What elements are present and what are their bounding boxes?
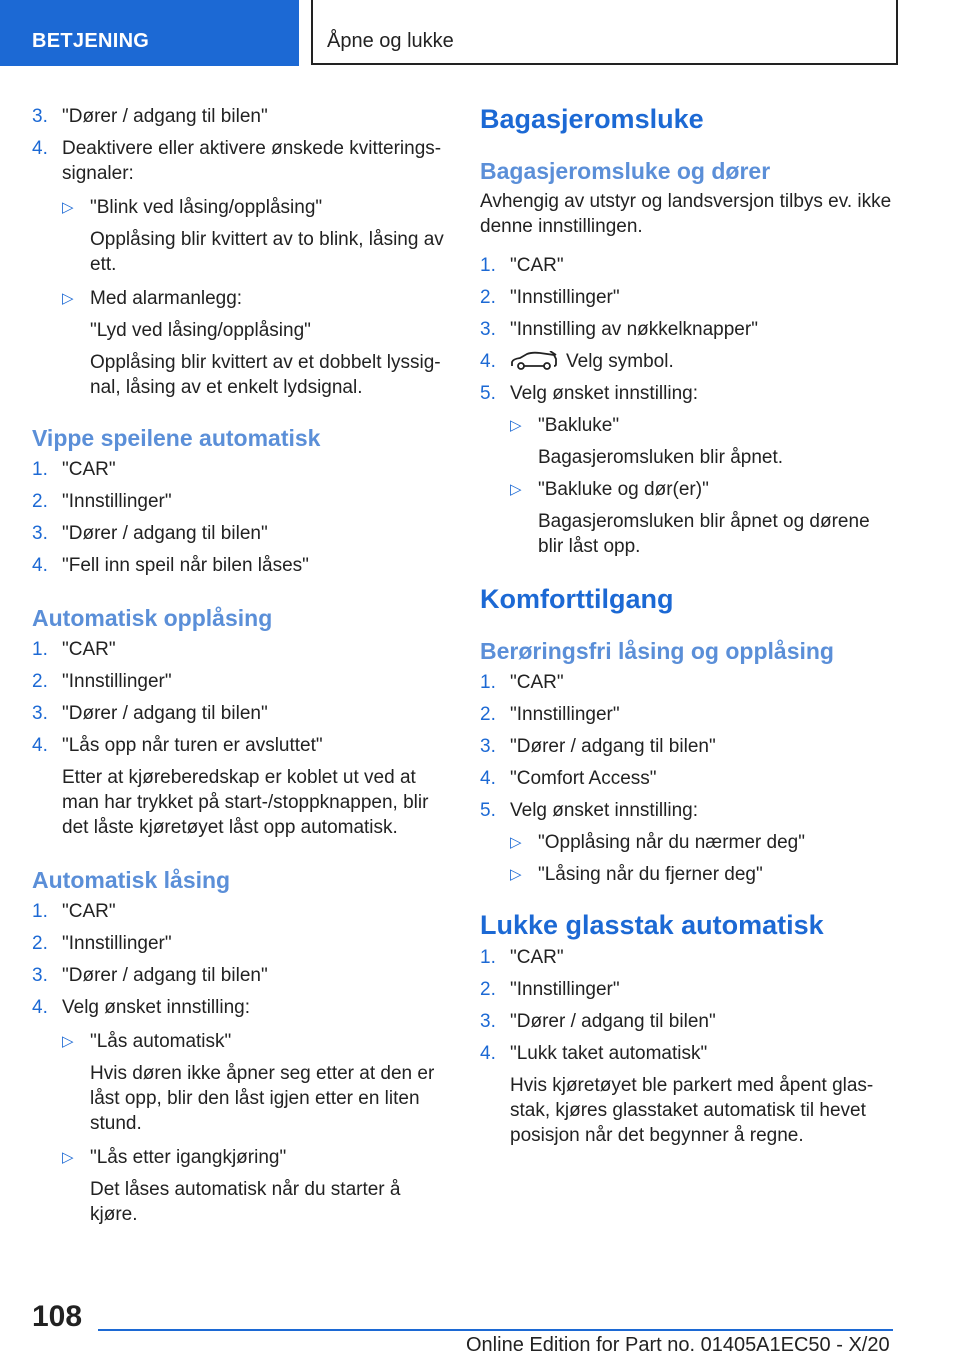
list-item: 2. "Innstillinger" xyxy=(32,491,172,512)
bullet-text: Det låses automatisk når du starter å xyxy=(90,1179,401,1200)
section-heading: Komforttilgang xyxy=(480,584,674,614)
bullet-text: nal, låsing av et enkelt lydsignal. xyxy=(90,377,363,398)
section-comfort-access xyxy=(480,581,910,887)
section-heading: Bagasjeromsluke xyxy=(480,104,704,134)
section-auto-unlock xyxy=(32,602,447,840)
chapter-title: Åpne og lukke xyxy=(327,30,454,52)
chapter-tab xyxy=(311,0,898,65)
triangle-bullet-icon: ▷ xyxy=(62,199,74,216)
list-item: 3. "Dører / adgang til bilen" xyxy=(480,1011,716,1032)
section-mirror xyxy=(32,422,447,578)
list-item: 3. "Dører / adgang til bilen" xyxy=(32,523,268,544)
paragraph: Avhengig av utstyr og landsversjon tilbys ev. ikke xyxy=(480,191,892,212)
list-item: 4. Velg symbol. xyxy=(480,351,674,372)
bullet-item: ▷ "Låsing når du fjerner deg" xyxy=(510,864,763,885)
bullet-item: ▷ "Blink ved låsing/opplåsing" xyxy=(62,197,323,218)
section-sunroof xyxy=(480,907,910,1148)
bullet-text: "Lyd ved låsing/opplåsing" xyxy=(90,320,311,341)
list-item-description: posisjon når det begynner å regne. xyxy=(510,1125,804,1146)
subsection-heading: Bagasjeromsluke og dører xyxy=(480,158,771,184)
bullet-item: ▷ "Opplåsing når du nærmer deg" xyxy=(510,832,805,853)
list-item: 2. "Innstillinger" xyxy=(32,933,172,954)
list-item: 3. "Dører / adgang til bilen" xyxy=(32,106,268,127)
bullet-text: ett. xyxy=(90,254,117,275)
footer-divider xyxy=(98,1329,893,1331)
list-item: 4. "Lås opp når turen er avsluttet" xyxy=(32,735,323,756)
list-item: 1. "CAR" xyxy=(480,947,564,968)
section-label: BETJENING xyxy=(32,30,150,52)
section-heading: Automatisk opplåsing xyxy=(32,605,273,631)
bullet-text: Bagasjeromsluken blir åpnet og dørene xyxy=(538,511,870,532)
list-item: 5. Velg ønsket innstilling: xyxy=(480,383,698,404)
bullet-item: ▷ "Lås automatisk" xyxy=(62,1031,232,1052)
edition-footer: Online Edition for Part no. 01405A1EC50 - X/20 xyxy=(466,1334,890,1356)
list-item: 3. "Dører / adgang til bilen" xyxy=(480,736,716,757)
bullet-text: låst opp, blir den låst igjen etter en liten xyxy=(90,1088,420,1109)
bullet-text: kjøre. xyxy=(90,1204,138,1225)
list-item: 4. Deaktivere eller aktivere ønskede kvitterings- xyxy=(32,138,442,159)
bullet-text: Opplåsing blir kvittert av et dobbelt lyssig- xyxy=(90,352,441,373)
list-item: 2. "Innstillinger" xyxy=(480,704,620,725)
list-item-description: Etter at kjøreberedskap er koblet ut ved at xyxy=(62,767,416,788)
section-heading: Automatisk låsing xyxy=(32,867,231,893)
triangle-bullet-icon: ▷ xyxy=(62,1149,74,1166)
list-item: 3. "Dører / adgang til bilen" xyxy=(32,703,268,724)
list-item-description: stak, kjøres glasstaket automatisk til hevet xyxy=(510,1100,866,1121)
page-header xyxy=(0,0,960,66)
intro-list xyxy=(32,104,447,400)
bullet-text: Hvis døren ikke åpner seg etter at den er xyxy=(90,1063,435,1084)
bullet-item: ▷ "Bakluke" xyxy=(510,415,620,436)
list-item: 1. "CAR" xyxy=(480,672,564,693)
list-item: 3. "Innstilling av nøkkelknapper" xyxy=(480,319,758,340)
list-item: 4. "Fell inn speil når bilen låses" xyxy=(32,555,309,576)
triangle-bullet-icon: ▷ xyxy=(62,290,74,307)
bullet-text: blir låst opp. xyxy=(538,536,641,557)
bullet-item: ▷ Med alarmanlegg: xyxy=(62,288,243,309)
list-item: 3. "Dører / adgang til bilen" xyxy=(32,965,268,986)
list-item: 1. "CAR" xyxy=(32,901,116,922)
list-item: 4. Velg ønsket innstilling: xyxy=(32,997,250,1018)
section-heading: Vippe speilene automatisk xyxy=(32,425,321,451)
section-auto-lock xyxy=(32,864,447,1227)
list-item: 5. Velg ønsket innstilling: xyxy=(480,800,698,821)
right-column xyxy=(480,98,910,1148)
list-item-description: man har trykket på start-/stoppknappen, blir xyxy=(62,792,429,813)
bullet-text: Bagasjeromsluken blir åpnet. xyxy=(538,447,784,468)
list-item: 2. "Innstillinger" xyxy=(32,671,172,692)
list-item-description: Hvis kjøretøyet ble parkert med åpent glas- xyxy=(510,1075,874,1096)
list-item: 1. "CAR" xyxy=(32,459,116,480)
list-item: 4. "Comfort Access" xyxy=(480,768,657,789)
page-number: 108 xyxy=(32,1300,83,1333)
bullet-text: Opplåsing blir kvittert av to blink, låsing av xyxy=(90,229,444,250)
triangle-bullet-icon: ▷ xyxy=(510,834,522,851)
list-item-continued: signaler: xyxy=(62,163,134,184)
left-column xyxy=(32,98,447,1227)
list-item: 4. "Lukk taket automatisk" xyxy=(480,1043,708,1064)
list-item: 2. "Innstillinger" xyxy=(480,979,620,1000)
list-item: 1. "CAR" xyxy=(32,639,116,660)
triangle-bullet-icon: ▷ xyxy=(510,481,522,498)
triangle-bullet-icon: ▷ xyxy=(510,866,522,883)
subsection-heading: Berøringsfri låsing og opplåsing xyxy=(480,638,834,664)
list-item: 2. "Innstillinger" xyxy=(480,287,620,308)
bullet-text: stund. xyxy=(90,1113,142,1134)
list-item-description: det låste kjøretøyet låst opp automatisk. xyxy=(62,817,398,838)
bullet-item: ▷ "Bakluke og dør(er)" xyxy=(510,479,709,500)
section-trunk xyxy=(480,101,910,559)
section-tab xyxy=(0,0,299,66)
triangle-bullet-icon: ▷ xyxy=(510,417,522,434)
section-heading: Lukke glasstak automatisk xyxy=(480,910,824,940)
car-tailgate-icon xyxy=(510,351,558,371)
bullet-item: ▷ "Lås etter igangkjøring" xyxy=(62,1147,287,1168)
list-item: 1. "CAR" xyxy=(480,255,564,276)
triangle-bullet-icon: ▷ xyxy=(62,1033,74,1050)
paragraph: denne innstillingen. xyxy=(480,216,643,237)
